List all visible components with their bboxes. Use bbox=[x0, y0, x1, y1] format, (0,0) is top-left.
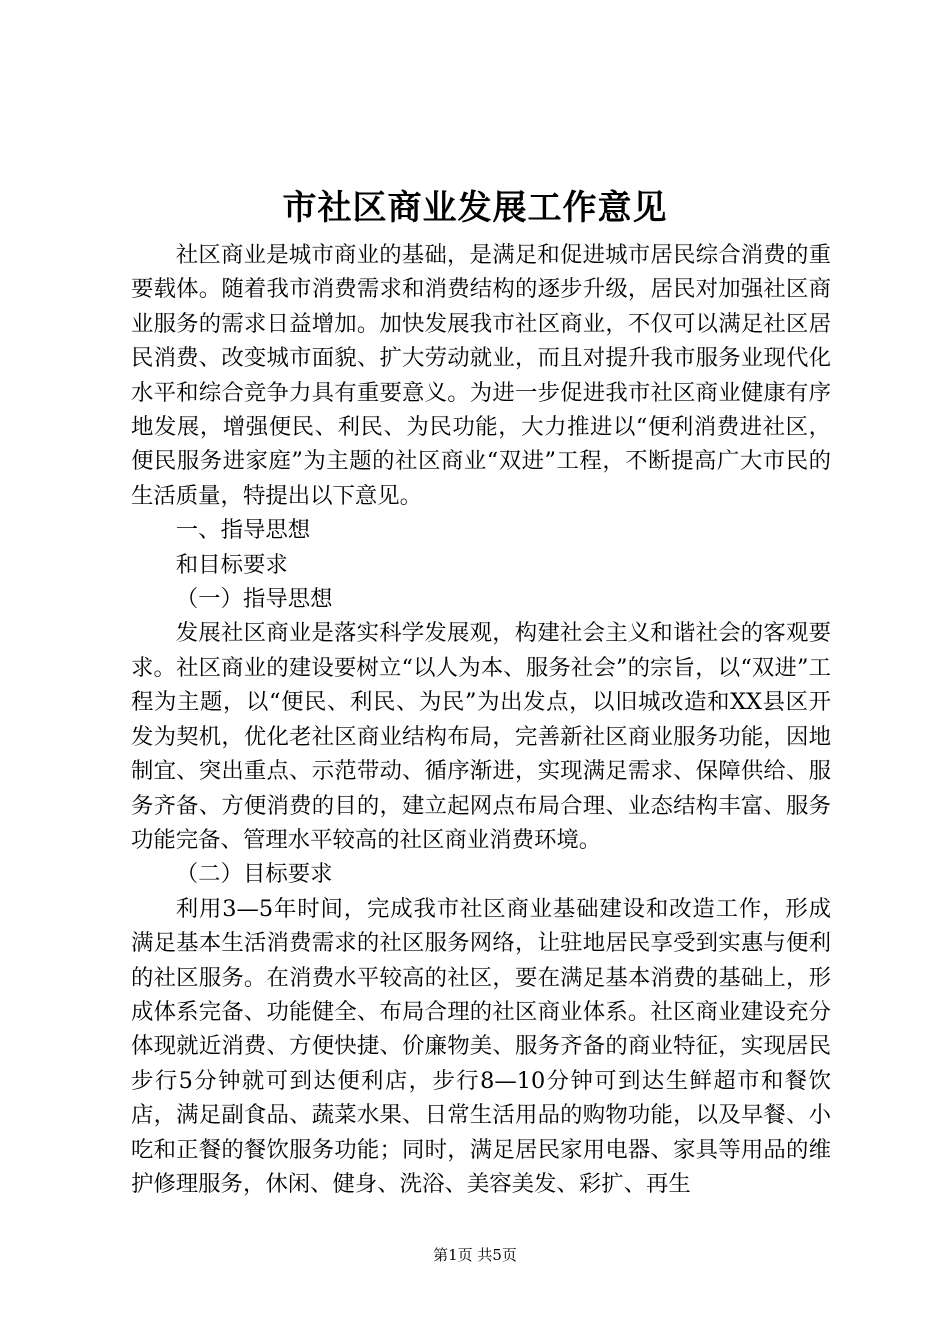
document-title: 市社区商业发展工作意见 bbox=[282, 188, 668, 228]
section-heading-1-cont: 和目标要求 bbox=[175, 551, 288, 578]
subsection-heading-guiding: （一）指导思想 bbox=[175, 586, 333, 613]
document-body bbox=[131, 238, 831, 1201]
paragraph-goals: 利用3—5年时间，完成我市社区商业基础建设和改造工作，形成满足基本生活消费需求的社区服务网络，让驻地居民享受到实惠与便利的社区服务。在消费水平较高的社区，要在满足基本消费的基础上，形成体系完备、功能健全、布局合理的社区商业体系。社区商业建设充分体现就近消费、方便快捷、价廉物美、服务齐备的商业特征，实现居民步行5分钟就可到达便利店，步行8—10分钟可到达生鲜超市和餐饮店，满足副食品、蔬菜水果、日常生活用品的购物功能，以及早餐、小吃和正餐的餐饮服务功能；同时，满足居民家用电器、家具等用品的维护修理服务，休闲、健身、洗浴、美容美发、彩扩、再生 bbox=[131, 895, 831, 1197]
paragraph-guiding: 发展社区商业是落实科学发展观，构建社会主义和谐社会的客观要求。社区商业的建设要树立“以人为本、服务社会”的宗旨，以“双进”工程为主题，以“便民、利民、为民”为出发点，以旧城改造和XX县区开发为契机，优化老社区商业结构布局，完善新社区商业服务功能，因地制宜、突出重点、示范带动、循序渐进，实现满足需求、保障供给、服务齐备、方便消费的目的，建立起网点布局合理、业态结构丰富、服务功能完备、管理水平较高的社区商业消费环境。 bbox=[131, 620, 831, 853]
paragraph-intro: 社区商业是城市商业的基础，是满足和促进城市居民综合消费的重要载体。随着我市消费需求和消费结构的逐步升级，居民对加强社区商业服务的需求日益增加。加快发展我市社区商业，不仅可以满足社区居民消费、改变城市面貌、扩大劳动就业，而且对提升我市服务业现代化水平和综合竞争力具有重要意义。为进一步促进我市社区商业健康有序地发展，增强便民、利民、为民功能，大力推进以“便利消费进社区，便民服务进家庭”为主题的社区商业“双进”工程，不断提高广大市民的生活质量，特提出以下意见。 bbox=[131, 242, 831, 509]
section-heading-1: 一、指导思想 bbox=[175, 517, 311, 544]
subsection-heading-goals: （二）目标要求 bbox=[175, 861, 333, 888]
page-footer: 第1页 共5页 bbox=[433, 1246, 517, 1264]
